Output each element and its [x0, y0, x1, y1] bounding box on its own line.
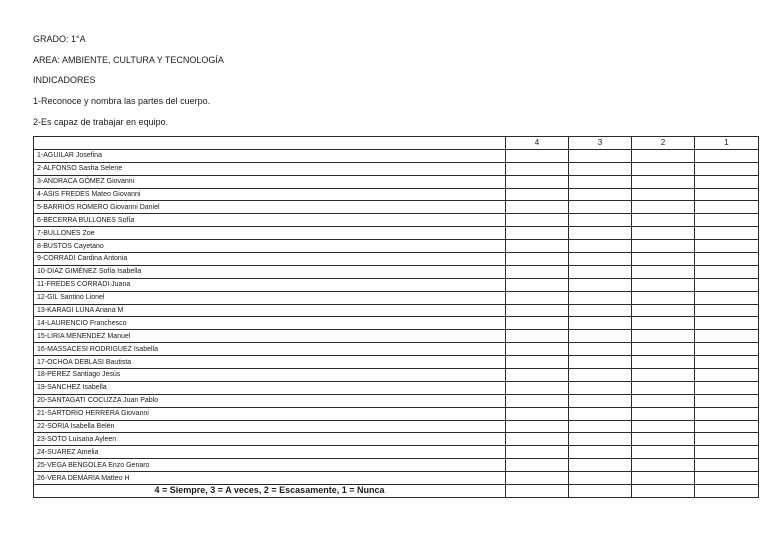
column-header-2: 2	[632, 137, 695, 150]
column-header-3: 3	[569, 137, 632, 150]
rating-cell-1[interactable]	[695, 330, 759, 343]
rating-cell-3[interactable]	[569, 472, 632, 485]
table-row	[34, 459, 759, 472]
indicators-heading: INDICADORES	[33, 75, 96, 85]
column-header-4: 4	[506, 137, 569, 150]
rating-cell-2[interactable]	[632, 201, 695, 214]
rating-cell-1[interactable]	[695, 420, 759, 433]
student-name: 4-ASIS FREDES Mateo Giovanni	[34, 188, 506, 201]
rating-cell-3[interactable]	[569, 278, 632, 291]
table-row	[34, 149, 759, 162]
rating-cell-2[interactable]	[632, 394, 695, 407]
rating-cell-2[interactable]	[632, 265, 695, 278]
evaluation-table	[33, 136, 759, 498]
rating-cell-3[interactable]	[569, 394, 632, 407]
rating-cell-4[interactable]	[506, 291, 569, 304]
rating-cell-1[interactable]	[695, 381, 759, 394]
table-row	[34, 343, 759, 356]
rating-cell-3[interactable]	[569, 253, 632, 266]
rating-cell-3[interactable]	[569, 317, 632, 330]
student-name: 13-KARAGI LUNA Ariana M	[34, 304, 506, 317]
rating-cell-4[interactable]	[506, 356, 569, 369]
rating-cell-3[interactable]	[569, 369, 632, 382]
rating-cell-1[interactable]	[695, 253, 759, 266]
rating-cell-4[interactable]	[506, 201, 569, 214]
rating-cell-4[interactable]	[506, 265, 569, 278]
rating-cell-1[interactable]	[695, 472, 759, 485]
student-name: 16-MASSACESI RODRIGUEZ Isabella	[34, 343, 506, 356]
rating-cell-1[interactable]	[695, 356, 759, 369]
rating-cell-1[interactable]	[695, 291, 759, 304]
rating-cell-1[interactable]	[695, 278, 759, 291]
student-name: 1-AGUILAR Josefina	[34, 149, 506, 162]
rating-cell-3[interactable]	[569, 201, 632, 214]
table-row	[34, 369, 759, 382]
rating-cell-2[interactable]	[632, 149, 695, 162]
rating-cell-1[interactable]	[695, 343, 759, 356]
rating-cell-4[interactable]	[506, 149, 569, 162]
rating-cell-1[interactable]	[695, 459, 759, 472]
rating-cell-4[interactable]	[506, 472, 569, 485]
rating-cell-3[interactable]	[569, 330, 632, 343]
student-name: 26-VERA DEMARIA Matteo H	[34, 472, 506, 485]
rating-cell-1[interactable]	[695, 188, 759, 201]
rating-cell-2[interactable]	[632, 162, 695, 175]
rating-cell-4[interactable]	[506, 175, 569, 188]
student-name: 23-SOTO Luisana Ayleen	[34, 433, 506, 446]
student-name: 24-SUAREZ Amelia	[34, 446, 506, 459]
table-row	[34, 240, 759, 253]
rating-cell-3[interactable]	[569, 459, 632, 472]
rating-cell-2[interactable]	[632, 446, 695, 459]
column-header-1: 1	[695, 137, 759, 150]
rating-cell-1[interactable]	[695, 433, 759, 446]
rating-cell-2[interactable]	[632, 369, 695, 382]
rating-cell-4[interactable]	[506, 253, 569, 266]
student-name: 8-BUSTOS Cayetano	[34, 240, 506, 253]
rating-cell-1[interactable]	[695, 407, 759, 420]
student-name: 22-SORIA Isabella Belén	[34, 420, 506, 433]
indicator-2: 2-Es capaz de trabajar en equipo.	[33, 117, 169, 127]
rating-cell-3[interactable]	[569, 420, 632, 433]
rating-cell-1[interactable]	[695, 369, 759, 382]
student-name: 15-LIRIA MENENDEZ Manuel	[34, 330, 506, 343]
rating-cell-3[interactable]	[569, 446, 632, 459]
rating-cell-3[interactable]	[569, 291, 632, 304]
rating-cell-2[interactable]	[632, 227, 695, 240]
table-row	[34, 394, 759, 407]
rating-cell-2[interactable]	[632, 214, 695, 227]
rating-cell-2[interactable]	[632, 381, 695, 394]
rating-cell-4[interactable]	[506, 459, 569, 472]
rating-cell-4[interactable]	[506, 420, 569, 433]
rating-cell-4[interactable]	[506, 407, 569, 420]
rating-cell-3[interactable]	[569, 407, 632, 420]
student-name: 6-BECERRA BULLONES Sofía	[34, 214, 506, 227]
rating-cell-4[interactable]	[506, 240, 569, 253]
rating-cell-1[interactable]	[695, 317, 759, 330]
rating-cell-3[interactable]	[569, 343, 632, 356]
table-row	[34, 407, 759, 420]
rating-cell-3[interactable]	[569, 433, 632, 446]
student-name: 18-PEREZ Santiago Jesús	[34, 369, 506, 382]
table-row	[34, 446, 759, 459]
rating-cell-2[interactable]	[632, 304, 695, 317]
table-row	[34, 291, 759, 304]
rating-cell-4[interactable]	[506, 214, 569, 227]
student-name: 7-BULLONES Zoe	[34, 227, 506, 240]
table-row	[34, 356, 759, 369]
rating-cell-3[interactable]	[569, 240, 632, 253]
rating-cell-1[interactable]	[695, 175, 759, 188]
rating-cell-2[interactable]	[632, 175, 695, 188]
table-row	[34, 330, 759, 343]
table-row	[34, 214, 759, 227]
rating-cell-3[interactable]	[569, 188, 632, 201]
rating-cell-2[interactable]	[632, 433, 695, 446]
legend-row	[34, 485, 759, 498]
rating-cell-2[interactable]	[632, 343, 695, 356]
rating-cell-1[interactable]	[695, 201, 759, 214]
area-line: AREA: AMBIENTE, CULTURA Y TECNOLOGÍA	[33, 55, 224, 65]
table-row	[34, 381, 759, 394]
rating-cell-2[interactable]	[632, 459, 695, 472]
rating-cell-3[interactable]	[569, 304, 632, 317]
rating-cell-3[interactable]	[569, 265, 632, 278]
rating-cell-3[interactable]	[569, 381, 632, 394]
table-row	[34, 201, 759, 214]
student-rows	[34, 149, 759, 484]
rating-cell-4[interactable]	[506, 227, 569, 240]
legend-cell	[506, 485, 569, 498]
table-header-row	[34, 137, 759, 150]
table-row	[34, 317, 759, 330]
rating-cell-3[interactable]	[569, 175, 632, 188]
rating-cell-2[interactable]	[632, 356, 695, 369]
student-name: 20-SANTAGATI COCUZZA Juan Pablo	[34, 394, 506, 407]
student-name: 5-BARRIOS ROMERO Giovanni Daniel	[34, 201, 506, 214]
rating-cell-4[interactable]	[506, 317, 569, 330]
student-name: 10-DIAZ GIMÉNEZ Sofía Isabella	[34, 265, 506, 278]
rating-cell-4[interactable]	[506, 369, 569, 382]
table-row	[34, 253, 759, 266]
rating-cell-1[interactable]	[695, 394, 759, 407]
rating-cell-1[interactable]	[695, 162, 759, 175]
rating-cell-4[interactable]	[506, 278, 569, 291]
rating-cell-4[interactable]	[506, 394, 569, 407]
table-row	[34, 278, 759, 291]
student-name: 9-CORRADI Cardina Antonia	[34, 253, 506, 266]
rating-cell-3[interactable]	[569, 149, 632, 162]
rating-cell-4[interactable]	[506, 162, 569, 175]
rating-cell-1[interactable]	[695, 149, 759, 162]
rating-cell-3[interactable]	[569, 162, 632, 175]
rating-cell-1[interactable]	[695, 265, 759, 278]
rating-cell-3[interactable]	[569, 227, 632, 240]
table-row	[34, 472, 759, 485]
legend-cell	[569, 485, 632, 498]
grade-line: GRADO: 1°A	[33, 34, 86, 44]
table-row	[34, 188, 759, 201]
rating-cell-2[interactable]	[632, 407, 695, 420]
rating-cell-2[interactable]	[632, 330, 695, 343]
rating-cell-3[interactable]	[569, 214, 632, 227]
table-row	[34, 175, 759, 188]
student-name: 14-LAURENCIO Franchesco	[34, 317, 506, 330]
rating-cell-1[interactable]	[695, 446, 759, 459]
table-row	[34, 433, 759, 446]
rating-cell-2[interactable]	[632, 278, 695, 291]
student-name: 11-FREDES CORRADI Juana	[34, 278, 506, 291]
student-name: 17-OCHOA DEBLASI Bautista	[34, 356, 506, 369]
student-name: 3-ANDRACA GÓMEZ Giovanni	[34, 175, 506, 188]
student-column-header	[34, 137, 506, 150]
rating-cell-2[interactable]	[632, 291, 695, 304]
student-name: 19-SANCHEZ Isabella	[34, 381, 506, 394]
rating-cell-2[interactable]	[632, 253, 695, 266]
rating-cell-1[interactable]	[695, 227, 759, 240]
rating-cell-2[interactable]	[632, 420, 695, 433]
rating-cell-2[interactable]	[632, 188, 695, 201]
indicator-1: 1-Reconoce y nombra las partes del cuerpo.	[33, 96, 211, 106]
legend-cell	[695, 485, 759, 498]
rating-cell-4[interactable]	[506, 330, 569, 343]
table-row	[34, 265, 759, 278]
student-name: 12-GIL Santino Lionel	[34, 291, 506, 304]
table-row	[34, 227, 759, 240]
rating-cell-3[interactable]	[569, 356, 632, 369]
table-row	[34, 304, 759, 317]
legend: 4 = Siempre, 3 = A veces, 2 = Escasamente, 1 = Nunca	[34, 485, 506, 498]
rating-cell-4[interactable]	[506, 446, 569, 459]
rating-cell-4[interactable]	[506, 381, 569, 394]
table-row	[34, 162, 759, 175]
rating-cell-2[interactable]	[632, 240, 695, 253]
rating-cell-1[interactable]	[695, 304, 759, 317]
rating-cell-4[interactable]	[506, 188, 569, 201]
legend-cell	[632, 485, 695, 498]
table-row	[34, 420, 759, 433]
rating-cell-2[interactable]	[632, 317, 695, 330]
rating-cell-4[interactable]	[506, 304, 569, 317]
student-name: 21-SARTORIO HERRERA Giovanni	[34, 407, 506, 420]
student-name: 25-VEGA BENGOLEA Enzo Genaro	[34, 459, 506, 472]
student-name: 2-ALFONSO Sasha Selene	[34, 162, 506, 175]
rating-cell-2[interactable]	[632, 472, 695, 485]
rating-cell-1[interactable]	[695, 214, 759, 227]
rating-cell-4[interactable]	[506, 433, 569, 446]
rating-cell-1[interactable]	[695, 240, 759, 253]
rating-cell-4[interactable]	[506, 343, 569, 356]
